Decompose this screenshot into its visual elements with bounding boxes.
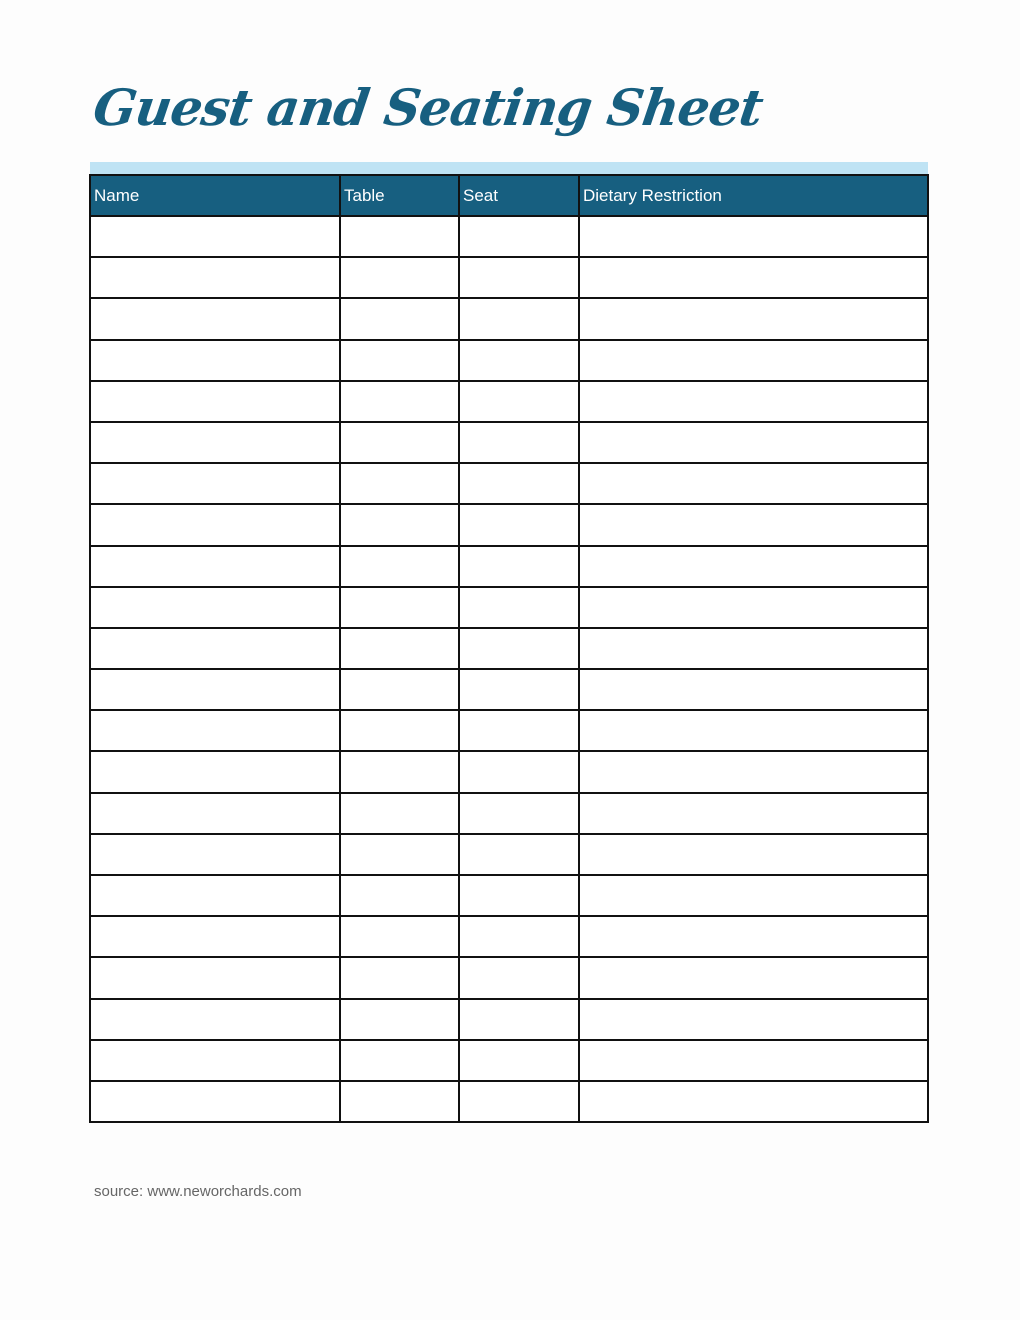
column-header-name: Name bbox=[90, 175, 340, 216]
name-cell[interactable] bbox=[90, 628, 340, 669]
seat-cell[interactable] bbox=[459, 463, 579, 504]
name-cell[interactable] bbox=[90, 546, 340, 587]
table-row bbox=[90, 587, 928, 628]
seat-cell[interactable] bbox=[459, 257, 579, 298]
table-cell[interactable] bbox=[340, 628, 459, 669]
table-row bbox=[90, 669, 928, 710]
name-cell[interactable] bbox=[90, 587, 340, 628]
dietary-restriction-cell[interactable] bbox=[579, 1081, 928, 1122]
dietary-restriction-cell[interactable] bbox=[579, 546, 928, 587]
seat-cell[interactable] bbox=[459, 340, 579, 381]
source-footer: source: www.neworchards.com bbox=[94, 1183, 302, 1200]
table-row bbox=[90, 999, 928, 1040]
name-cell[interactable] bbox=[90, 1040, 340, 1081]
table-row bbox=[90, 216, 928, 257]
column-header-dietary-restriction: Dietary Restriction bbox=[579, 175, 928, 216]
dietary-restriction-cell[interactable] bbox=[579, 257, 928, 298]
dietary-restriction-cell[interactable] bbox=[579, 751, 928, 792]
table-row bbox=[90, 1040, 928, 1081]
seat-cell[interactable] bbox=[459, 422, 579, 463]
seat-cell[interactable] bbox=[459, 669, 579, 710]
table-cell[interactable] bbox=[340, 422, 459, 463]
table-cell[interactable] bbox=[340, 999, 459, 1040]
dietary-restriction-cell[interactable] bbox=[579, 381, 928, 422]
table-cell[interactable] bbox=[340, 957, 459, 998]
seat-cell[interactable] bbox=[459, 834, 579, 875]
dietary-restriction-cell[interactable] bbox=[579, 710, 928, 751]
name-cell[interactable] bbox=[90, 257, 340, 298]
table-row bbox=[90, 751, 928, 792]
table-cell[interactable] bbox=[340, 669, 459, 710]
seat-cell[interactable] bbox=[459, 587, 579, 628]
table-cell[interactable] bbox=[340, 381, 459, 422]
table-row bbox=[90, 504, 928, 545]
seat-cell[interactable] bbox=[459, 546, 579, 587]
table-row bbox=[90, 710, 928, 751]
seat-cell[interactable] bbox=[459, 957, 579, 998]
dietary-restriction-cell[interactable] bbox=[579, 793, 928, 834]
seat-cell[interactable] bbox=[459, 751, 579, 792]
table-row bbox=[90, 957, 928, 998]
table-row bbox=[90, 546, 928, 587]
name-cell[interactable] bbox=[90, 957, 340, 998]
table-cell[interactable] bbox=[340, 1040, 459, 1081]
table-cell[interactable] bbox=[340, 504, 459, 545]
table-cell[interactable] bbox=[340, 340, 459, 381]
table-cell[interactable] bbox=[340, 216, 459, 257]
seat-cell[interactable] bbox=[459, 504, 579, 545]
name-cell[interactable] bbox=[90, 916, 340, 957]
name-cell[interactable] bbox=[90, 875, 340, 916]
table-header-row bbox=[90, 175, 928, 216]
name-cell[interactable] bbox=[90, 710, 340, 751]
dietary-restriction-cell[interactable] bbox=[579, 628, 928, 669]
table-cell[interactable] bbox=[340, 257, 459, 298]
dietary-restriction-cell[interactable] bbox=[579, 834, 928, 875]
table-cell[interactable] bbox=[340, 875, 459, 916]
dietary-restriction-cell[interactable] bbox=[579, 340, 928, 381]
name-cell[interactable] bbox=[90, 999, 340, 1040]
dietary-restriction-cell[interactable] bbox=[579, 463, 928, 504]
column-header-seat: Seat bbox=[459, 175, 579, 216]
table-row bbox=[90, 628, 928, 669]
dietary-restriction-cell[interactable] bbox=[579, 875, 928, 916]
seat-cell[interactable] bbox=[459, 916, 579, 957]
table-row bbox=[90, 916, 928, 957]
name-cell[interactable] bbox=[90, 216, 340, 257]
seat-cell[interactable] bbox=[459, 1081, 579, 1122]
table-row bbox=[90, 340, 928, 381]
page-title: Guest and Seating Sheet bbox=[89, 78, 767, 137]
table-cell[interactable] bbox=[340, 834, 459, 875]
table-cell[interactable] bbox=[340, 710, 459, 751]
seat-cell[interactable] bbox=[459, 999, 579, 1040]
name-cell[interactable] bbox=[90, 669, 340, 710]
table-cell[interactable] bbox=[340, 298, 459, 339]
table-row bbox=[90, 875, 928, 916]
seat-cell[interactable] bbox=[459, 298, 579, 339]
dietary-restriction-cell[interactable] bbox=[579, 669, 928, 710]
name-cell[interactable] bbox=[90, 793, 340, 834]
name-cell[interactable] bbox=[90, 381, 340, 422]
table-row bbox=[90, 463, 928, 504]
seat-cell[interactable] bbox=[459, 216, 579, 257]
seat-cell[interactable] bbox=[459, 1040, 579, 1081]
table-body bbox=[90, 216, 928, 1122]
guest-seating-table bbox=[89, 174, 929, 1123]
name-cell[interactable] bbox=[90, 1081, 340, 1122]
table-cell[interactable] bbox=[340, 1081, 459, 1122]
dietary-restriction-cell[interactable] bbox=[579, 298, 928, 339]
name-cell[interactable] bbox=[90, 751, 340, 792]
dietary-restriction-cell[interactable] bbox=[579, 999, 928, 1040]
seat-cell[interactable] bbox=[459, 875, 579, 916]
table-row bbox=[90, 422, 928, 463]
seat-cell[interactable] bbox=[459, 628, 579, 669]
name-cell[interactable] bbox=[90, 340, 340, 381]
seat-cell[interactable] bbox=[459, 710, 579, 751]
table-cell[interactable] bbox=[340, 546, 459, 587]
table-cell[interactable] bbox=[340, 587, 459, 628]
seat-cell[interactable] bbox=[459, 793, 579, 834]
name-cell[interactable] bbox=[90, 422, 340, 463]
dietary-restriction-cell[interactable] bbox=[579, 957, 928, 998]
dietary-restriction-cell[interactable] bbox=[579, 587, 928, 628]
table-cell[interactable] bbox=[340, 793, 459, 834]
dietary-restriction-cell[interactable] bbox=[579, 422, 928, 463]
seat-cell[interactable] bbox=[459, 381, 579, 422]
table-cell[interactable] bbox=[340, 463, 459, 504]
name-cell[interactable] bbox=[90, 298, 340, 339]
name-cell[interactable] bbox=[90, 834, 340, 875]
dietary-restriction-cell[interactable] bbox=[579, 916, 928, 957]
table-row bbox=[90, 1081, 928, 1122]
dietary-restriction-cell[interactable] bbox=[579, 216, 928, 257]
dietary-restriction-cell[interactable] bbox=[579, 1040, 928, 1081]
dietary-restriction-cell[interactable] bbox=[579, 504, 928, 545]
table-cell[interactable] bbox=[340, 751, 459, 792]
table-row bbox=[90, 381, 928, 422]
table-row bbox=[90, 298, 928, 339]
table-cell[interactable] bbox=[340, 916, 459, 957]
table-row bbox=[90, 257, 928, 298]
name-cell[interactable] bbox=[90, 463, 340, 504]
table-row bbox=[90, 793, 928, 834]
table-row bbox=[90, 834, 928, 875]
name-cell[interactable] bbox=[90, 504, 340, 545]
column-header-table: Table bbox=[340, 175, 459, 216]
